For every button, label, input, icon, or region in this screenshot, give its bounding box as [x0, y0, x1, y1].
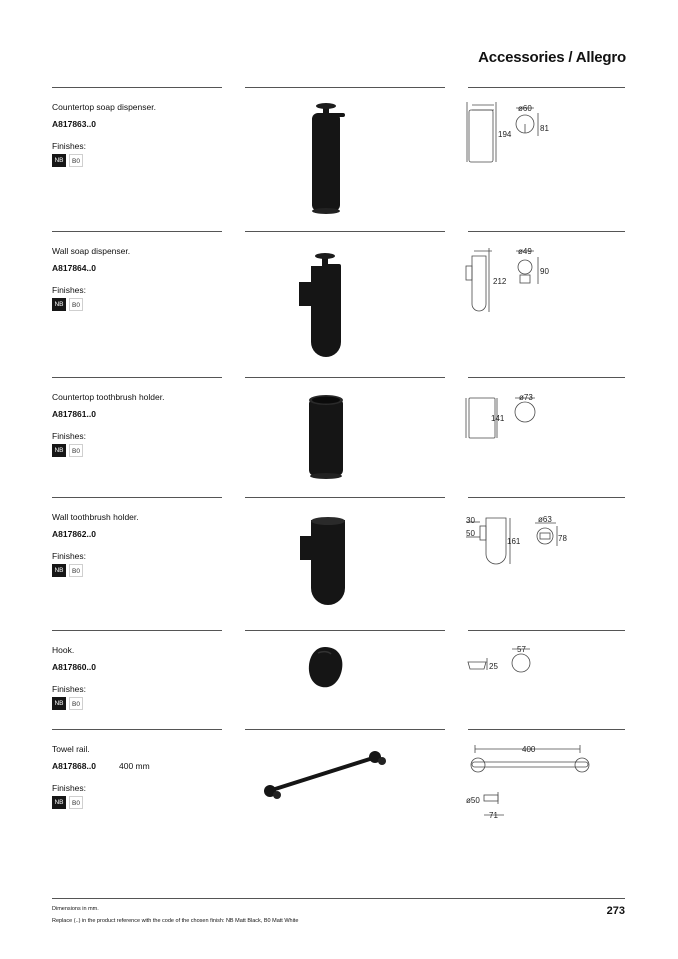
- dimension-label: 161: [507, 537, 521, 546]
- dimension-label: 212: [493, 277, 507, 286]
- product-name: Wall toothbrush holder.: [52, 512, 139, 522]
- footer-divider: [52, 898, 625, 899]
- finish-swatch-b0: B0: [69, 154, 83, 167]
- dimension-label: ø63: [538, 515, 552, 524]
- product-name: Wall soap dispenser.: [52, 246, 131, 256]
- dimension-label: ø60: [518, 104, 532, 113]
- divider: [468, 231, 625, 232]
- product-reference: A817860..0: [52, 662, 96, 672]
- toothbrush-holder-dimension-drawing: [458, 388, 568, 448]
- divider: [52, 87, 222, 88]
- divider: [245, 630, 445, 631]
- divider: [468, 729, 625, 730]
- divider: [245, 377, 445, 378]
- finishes-label: Finishes:: [52, 551, 87, 561]
- finish-code-note: Replace (..) in the product reference with the code of the chosen finish: NB Matt Black, B0 Matt White: [52, 918, 299, 924]
- finish-swatch-b0: B0: [69, 444, 83, 457]
- finishes-label: Finishes:: [52, 141, 87, 151]
- countertop-soap-dispenser-image: [295, 100, 365, 215]
- countertop-toothbrush-holder-image: [295, 392, 365, 482]
- page-number: 273: [606, 905, 625, 917]
- finish-swatch-nb: NB: [52, 564, 66, 577]
- product-size: 400 mm: [119, 761, 150, 771]
- wall-toothbrush-holder-dimension-drawing: [458, 512, 573, 572]
- dimension-label: ø73: [519, 393, 533, 402]
- divider: [468, 630, 625, 631]
- finish-swatch-nb: NB: [52, 298, 66, 311]
- divider: [52, 729, 222, 730]
- divider: [468, 87, 625, 88]
- product-name: Countertop soap dispenser.: [52, 102, 156, 112]
- divider: [245, 497, 445, 498]
- divider: [52, 497, 222, 498]
- finish-swatch-b0: B0: [69, 564, 83, 577]
- wall-soap-dispenser-dimension-drawing: [458, 242, 568, 317]
- towel-rail-image: [258, 745, 393, 805]
- dimension-label: ø49: [518, 247, 532, 256]
- divider: [52, 377, 222, 378]
- divider: [52, 630, 222, 631]
- towel-rail-dimension-drawing: [458, 740, 598, 825]
- divider: [52, 231, 222, 232]
- hook-image: [300, 643, 350, 693]
- product-reference: A817861..0: [52, 409, 96, 419]
- dimension-label: 400: [522, 745, 536, 754]
- product-reference: A817863..0: [52, 119, 96, 129]
- product-reference: A817862..0: [52, 529, 96, 539]
- hook-dimension-drawing: [458, 642, 568, 682]
- finish-swatch-nb: NB: [52, 154, 66, 167]
- finish-swatch-nb: NB: [52, 444, 66, 457]
- dimension-label: 81: [540, 124, 549, 133]
- divider: [245, 231, 445, 232]
- product-name: Towel rail.: [52, 744, 90, 754]
- product-reference: A817868..0: [52, 761, 96, 771]
- finishes-label: Finishes:: [52, 431, 87, 441]
- finish-swatch-b0: B0: [69, 796, 83, 809]
- dimension-label: ø50: [466, 796, 480, 805]
- product-reference: A817864..0: [52, 263, 96, 273]
- divider: [468, 497, 625, 498]
- dimension-label: 71: [489, 811, 498, 820]
- finish-swatch-nb: NB: [52, 796, 66, 809]
- finishes-label: Finishes:: [52, 684, 87, 694]
- finish-swatch-b0: B0: [69, 697, 83, 710]
- divider: [468, 377, 625, 378]
- divider: [245, 729, 445, 730]
- dimension-label: 25: [489, 662, 498, 671]
- dimension-label: 90: [540, 267, 549, 276]
- page-title: Accessories / Allegro: [478, 49, 626, 66]
- finishes-label: Finishes:: [52, 285, 87, 295]
- dimension-label: 194: [498, 130, 512, 139]
- finish-swatch-nb: NB: [52, 697, 66, 710]
- divider: [245, 87, 445, 88]
- wall-toothbrush-holder-image: [295, 512, 365, 612]
- dimension-label: 30: [466, 516, 475, 525]
- product-name: Countertop toothbrush holder.: [52, 392, 165, 402]
- dimension-label: 141: [491, 414, 505, 423]
- product-name: Hook.: [52, 645, 75, 655]
- wall-soap-dispenser-image: [295, 244, 365, 359]
- finishes-label: Finishes:: [52, 783, 87, 793]
- dimension-label: 57: [517, 645, 526, 654]
- finish-swatch-b0: B0: [69, 298, 83, 311]
- dimension-label: 50: [466, 529, 475, 538]
- dimension-label: 78: [558, 534, 567, 543]
- soap-dispenser-dimension-drawing: [458, 98, 568, 168]
- dimensions-note: Dimensions in mm.: [52, 906, 99, 912]
